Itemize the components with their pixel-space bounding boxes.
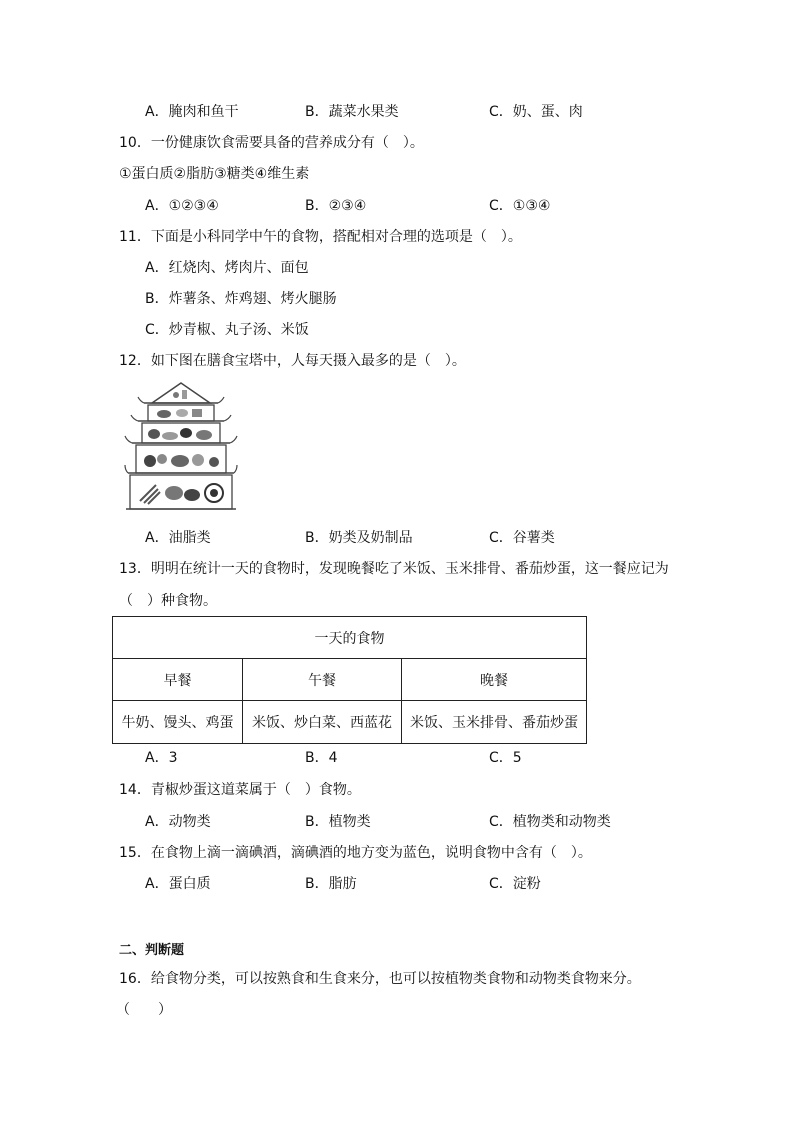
q10-items: ①蛋白质②脂肪③糖类④维生素 [119, 166, 310, 182]
q9-option-a: A．腌肉和鱼干 [145, 104, 239, 120]
q14-option-c: C．植物类和动物类 [489, 814, 611, 830]
q10-option-c: C．①③④ [489, 198, 551, 214]
q15-stem: 15．在食物上滴一滴碘酒，滴碘酒的地方变为蓝色，说明食物中含有（ ）。 [119, 845, 592, 861]
q9-option-c: C．奶、蛋、肉 [489, 104, 583, 120]
food-table-header-dinner: 晚餐 [402, 659, 587, 701]
q11-option-b: B．炸薯条、炸鸡翅、烤火腿肠 [145, 291, 337, 307]
q13-option-b: B．4 [305, 750, 338, 766]
q14-option-b: B．植物类 [305, 814, 371, 830]
q13-stem-line2: （ ）种食物。 [119, 593, 217, 609]
q12-stem: 12．如下图在膳食宝塔中，人每天摄入最多的是（ ）。 [119, 353, 466, 369]
q11-option-a: A．红烧肉、烤肉片、面包 [145, 260, 309, 276]
food-table [112, 616, 587, 744]
q13-stem-line1: 13．明明在统计一天的食物时，发现晚餐吃了米饭、玉米排骨、番茄炒蛋，这一餐应记为 [119, 561, 669, 577]
food-table-title: 一天的食物 [113, 617, 587, 659]
q15-option-a: A．蛋白质 [145, 876, 211, 892]
q11-stem: 11．下面是小科同学中午的食物，搭配相对合理的选项是（ ）。 [119, 229, 522, 245]
q14-stem: 14．青椒炒蛋这道菜属于（ ）食物。 [119, 782, 361, 798]
food-table-cell-lunch: 米饭、炒白菜、西蓝花 [243, 701, 402, 744]
q15-option-b: B．脂肪 [305, 876, 357, 892]
food-table-header-breakfast: 早餐 [113, 659, 243, 701]
section-title-judgment: 二、判断题 [119, 943, 185, 958]
q16-stem: 16．给食物分类，可以按熟食和生食来分，也可以按植物类食物和动物类食物来分。 [119, 971, 641, 987]
q16-answer-blank: （ ） [116, 1002, 172, 1018]
q10-option-a: A．①②③④ [145, 198, 219, 214]
food-table-cell-breakfast: 牛奶、馒头、鸡蛋 [113, 701, 243, 744]
q12-option-a: A．油脂类 [145, 530, 211, 546]
q12-option-b: B．奶类及奶制品 [305, 530, 413, 546]
q15-option-c: C．淀粉 [489, 876, 541, 892]
q10-stem: 10．一份健康饮食需要具备的营养成分有（ ）。 [119, 135, 424, 151]
food-pyramid-image [124, 381, 238, 515]
q13-option-a: A．3 [145, 750, 178, 766]
q13-option-c: C．5 [489, 750, 522, 766]
food-table-header-lunch: 午餐 [243, 659, 402, 701]
q9-option-b: B．蔬菜水果类 [305, 104, 399, 120]
food-table-cell-dinner: 米饭、玉米排骨、番茄炒蛋 [402, 701, 587, 744]
q11-option-c: C．炒青椒、丸子汤、米饭 [145, 322, 309, 338]
q14-option-a: A．动物类 [145, 814, 211, 830]
q12-option-c: C．谷薯类 [489, 530, 555, 546]
q10-option-b: B．②③④ [305, 198, 367, 214]
